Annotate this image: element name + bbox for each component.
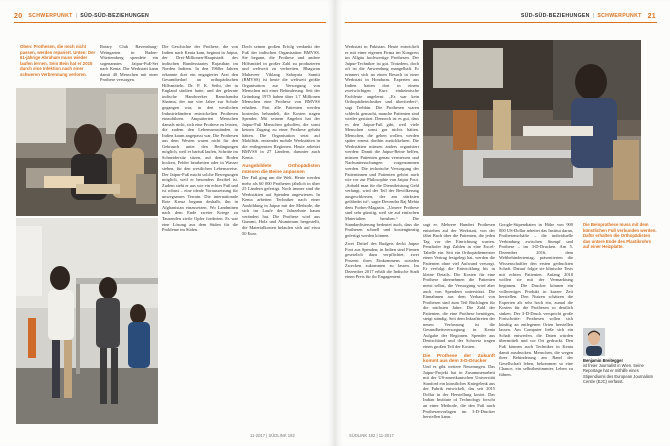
page-footer: 11-2017 | SÜDLINK 182	[250, 433, 295, 438]
text-column: Doch seinen großen Erfolg verdankt der Fuß der indischen Organisation BMVSS. Sie begann, die Prothese und andere Hilfsmittel in großer Zahl zu produzieren und weltweit zu verbreiten. Bhagwan Mahaveer Viklang Sahayata Samiti (BMVSS) ist heute die weltweit größte Organisation zur Versorgung von Menschen mit einer Behinderung. Seit der Gründung 1975 haben über 1,7 Millionen Menschen eine Prothese von BMVSS erhalten. Fast alle Patienten werden kostenlos behandelt, die Kosten tragen Spender. Mit seinem Angebot hat der Jaipur-Fuß Menschen geholfen, die sonst keinen Zugang zu einer Prothese gehabt hätten. Die Organisation setzt auf Mobilität, entsendet mobile Werkstätten in die entlegensten Regionen. Heute arbeitet BMVSS in 27 Ländern, darunter auch Kenia. Ausgebildete Orthopädisten müssen die Beine anpassen Der Fuß ging um die Welt. Heute werden mehr als 60 000 Prothesen jährlich in über 25 Ländern gefertigt. Noch immer sind die Werkstätten auf Spenden angewiesen. In Kenia arbeiten Techniker nach einer Ausbildung in Jaipur mit der Methode, die sich im Laufe der Jahrzehnte kaum verändert hat. Die Prothese wird aus Gummi, Holz und Aluminium hergestellt, die Materialkosten belaufen sich auf etwa 50 Euro.	[242, 44, 320, 236]
right-page	[335, 0, 670, 446]
page-footer: SÜDLINK 182 | 11-2017	[349, 433, 394, 438]
header-rule	[345, 22, 657, 23]
photo-caption: Die Beinprothese muss mit dem künstlichen Fuß verbunden werden. Dafür erhalten die Orthopädisten das untere Ende des Plastikrohrs auf einer Heizplatte.	[583, 222, 657, 250]
text-column: Die Geschichte der Prothese, die von Indien nach Kenia kam, beginnt in Jaipur, der Drei-Millionen-Hauptstadt des indischen Bundesstaates Rajasthan im Norden Indiens. In den 1960er Jahren erkannte dort ein engagierter Arzt den Gesamtbedarf an orthopädischen Hilfsmitteln. Dr. P. K. Sethi, der in England studiert hatte, und der gelernte indische Handwerker Ramchandra Sharma, der nur vier Jahre zur Schule gegangen war, in den westlichen Industrieländern entwickelten Prothesen einzuführen. Amputierten Menschen damals nicht, sich eine Prothese zu leisten, die zudem den Lebensumständen in Indien kaum angepasst war. Die Prothesen aus dem Westen waren nicht für den Gebrauch unter den Bedingungen möglich, weil er barfuß laufen, Schritte im Schneidersitz sitzen, auf dem Boden hocken, Felder bearbeiten oder in Wasser stehen, für den westlichen Lebensweise. Der Jaipur-Fuß macht solche Bewegungen möglich, weil er besonders flexibel ist. Zudem sieht er aus wie ein echter Fuß und ist robust – eine ideale Voraussetzung für unwegsames Terrain. Die internationale Rote Kreuz begann deshalb, ihn in Afghanistan einzusetzen. Wo Landminen nach dem Ende zweier Kriege zu Tausenden zivile Opfer forderten. Es war eine Lösung aus dem Süden für die Probleme im Süden.	[162, 44, 238, 233]
photo-caption: Oben: Prothesen, die noch nicht passen, werden repariert. Unten: Der 61-jährige Abraham muss wieder laufen lernen. Sein Bein hat er 2015 durch eine Infektion nach einer schweren Verbrennung verloren.	[20, 44, 96, 77]
author-bio: Benjamin Breitegger ist freier Journalist in Wien. Seine Reportage hat er mithilfe eines Stipendiums des European Journalism Centre (EJC) verfasst.	[583, 358, 654, 384]
page-number: 21	[647, 12, 656, 20]
text-column: Werkstatt in Pakistan. Heute entwickelt er mit einer eigenen Firma im Kongress im Allgäu hochwertige Prothesen. Der Jaipur-Techniker ist gut. Trotzdem, doch oft ist die Anwendung mangelhaft. Er erinnert sich an einen Besuch in einer Werkstatt in Honduras. Experten aus Indien hatten dort in einem zweiwöchigen Kurs einheimische Fachleute angelernt. „Es war kein Orthopädietechniker und überfordert“, sagt Trebbin. Die Prothesen waren schlecht gemacht, manche Patienten sind wieder gestürzt. Dennoch ist es gut, dass es den Jaipur-Fuß gibt, weil viele Menschen sonst gar nichts hätten. Menschen, die gehen wollen, werden später erneut dorthin zurückkehren. Die Werkstätten müssen anders organisiert werden: Damit die Jaipur-Beine helfen, müssen Patienten genau vermessen und Nachuntersuchungen vorgenommen werden. Die technische Versorgung der Patientinnen und Patienten gehört nach wie vor zur Philosophie von Jaipur Foot. „Sobald man für die Dienstleistung Geld verlangt, wird der Teil der Bevölkerung ausgeschlossen, der am stärksten gefährdet ist“, sagte Devendra Raj Mehta dem Forbes-Magazin. „Unsere Prothese sind sehr günstig, weil sie auf einfachen Materialien beruhen.“ Die Standardisierung bedeutet auch, dass die Prothesen schnell und kostengünstig gefertigt werden können. Zwei Drittel des Budgets deckt Jaipur Foot aus Spenden; in Indien sind Firmen gesetzlich dazu verpflichtet, zwei Prozent ihres Einkommens sozialen Zwecken zukommen zu lassen. Im Dezember 2017 erhält die Indische Stadt einen Preis für ihr Engagement.	[345, 44, 419, 280]
subheading: Ausgebildete Orthopädisten müssen die Beine anpassen	[242, 163, 320, 175]
section-kicker: SCHWERPUNKT	[28, 13, 73, 19]
subheading: Die Prothese der Zukunft kommt aus dem 3-D-Drucker	[423, 352, 495, 364]
text-column: sagt er. Mehrere Hundert Prothesen entstehen auf der Werkstatt, von der fährt Buch über die Patienten, die jeden Tag vor der Einrichtung warten. Penzhofer legt Zahlen in eine Excel-Tabelle ein. Seit ein Orthopädiemeister einen Vertrag festgelegt hat, werden die Patienten ohne viel Aufwand versorgt. Er verfolgt die Entwicklung bis in kleine Details. Die Kosten für eine Prothese übernehmen die Patienten meist selbst, die Versorgung wird aber auch von Spendern unterstützt. Die Einnahmen aus dem Verkauf von Prothesen sind zum Teil Rücklagen für die nächsten Jahre. Die Zahl der Patienten, die eine Prothese benötigen, steigt ständig. Seit dem Inkrafttreten der neuen Verfassung ist die Gesundheitsversorgung in Kenia Aufgabe der Regionen. Spender aus Deutschland und der Schweiz tragen einen großen Teil der Kosten. Die Prothese der Zukunft kommt aus dem 3-D-Drucker Und es gibt weitere Neuerungen. Das Jaipur-Projekt hat in Zusammenarbeit mit der US-amerikanischen Universität Stanford ein künstliches Kniegelenk aus der Fabrik entwickelt, das seit 2015 Dollar in der Herstellung kostet. Das Indian Institute of Technology forscht an einer Methode, die den Fuß nach Prothesenvorlagen im 3-D-Drucker herstellen kann.	[423, 222, 495, 420]
section-rubric: SÜD-SÜD-BEZIEHUNGEN	[520, 13, 590, 19]
left-running-header: 20 SCHWERPUNKT | SÜD-SÜD-BEZIEHUNGEN	[14, 12, 150, 20]
text-column: Rotary Club Ravensburg-Weingarten in Baden-Württemberg spendete ein sogenanntes Jaipur-Fuß-Set nach Kenia. Die Werkstatt kann damit 40 Menschen mit einer Prothese versorgen.	[100, 44, 158, 83]
author-name: Benjamin Breitegger	[583, 358, 624, 363]
photo-heating-prosthesis	[423, 40, 641, 216]
header-rule	[14, 22, 326, 23]
photo-patient-walking	[16, 218, 158, 424]
right-running-header: SÜD-SÜD-BEZIEHUNGEN | SCHWERPUNKT 21	[520, 12, 656, 20]
text-column: Google-Stipendiaten in Höhe von 900 000 US-Dollar arbeitet das Institut daran, Prothesenschäfte – die individuelle Verbindung zwischen Stumpf und Prothese – im 3-D-Drucken. Am 5. Dezember 2016, dem Weltbehindertentag, präsentierten die Wissenschaftler den ersten gedruckten Schaft. Darauf folgte sie klinische Tests mit echten Patienten. Anfang 2018 wollen sie mit der Vermarktung beginnen. Die Drucker können ein vollwertiges Produkt in kurzer Zeit herstellen. Den Nutzen schätzen die Experten als sehr hoch ein, zumal die Kosten für die Prothesen so deutlich sinken. Der 3-D-Druck verspricht große Fortschritte: Prothesen sollen sich künftig an entlegenen Orten herstellen lassen. Am Computer ließe sich ein Schaft entwerfen, die Daten würden übermittelt und vor Ort gedruckt. Den Fuß können auch Techniker in Kenia damit ausdrucken. Menschen, die wegen ihrer Behinderung am Rand der Gesellschaft leben, bekommen so eine Chance, ein selbstbestimmtes Leben zu führen.	[499, 222, 573, 377]
author-portrait	[583, 328, 605, 356]
section-rubric: SÜD-SÜD-BEZIEHUNGEN	[80, 13, 150, 19]
page-number: 20	[14, 12, 23, 20]
section-kicker: SCHWERPUNKT	[597, 13, 642, 19]
photo-workshop-repair	[16, 88, 158, 216]
